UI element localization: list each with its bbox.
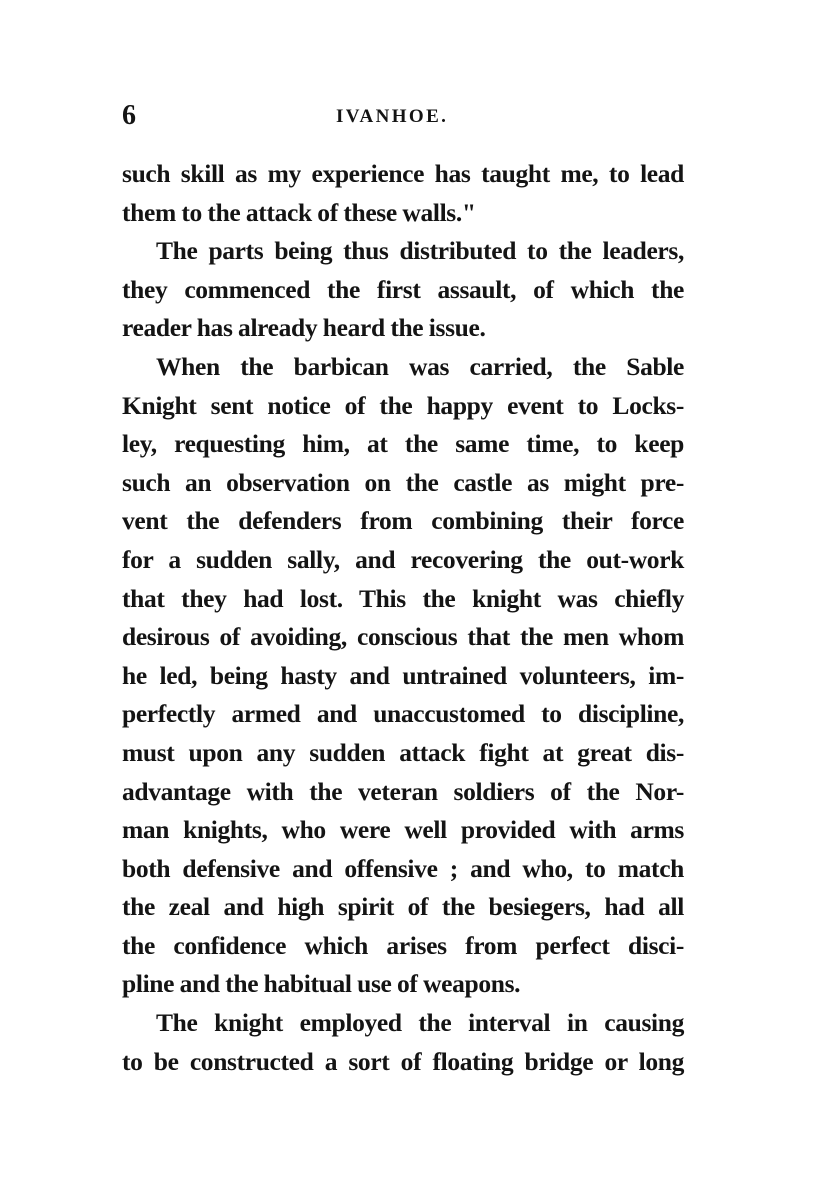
text-line: advantage with the veteran soldiers of the Nor- (122, 776, 684, 806)
text-line: both defensive and offensive ; and who, to match (122, 853, 684, 883)
text-line: ley, requesting him, at the same time, to keep (122, 429, 684, 459)
text-line: he led, being hasty and untrained volunteers, im- (122, 660, 684, 690)
page-number: 6 (122, 100, 136, 131)
text-line: Knight sent notice of the happy event to Locks- (122, 390, 684, 420)
text-line: for a sudden sally, and recovering the out-work (122, 544, 684, 574)
text-line: that they had lost. This the knight was chiefly (122, 583, 684, 613)
text-line: such an observation on the castle as might pre- (122, 467, 684, 497)
running-head (122, 99, 684, 133)
text-line: such skill as my experience has taught me, to lead (122, 159, 684, 188)
text-line: perfectly armed and unaccustomed to discipline, (122, 699, 684, 729)
text-line: they commenced the first assault, of which the (122, 274, 684, 304)
text-line: The knight employed the interval in causing (156, 1008, 684, 1038)
text-line: man knights, who were well provided with arms (122, 815, 684, 845)
text-line: the zeal and high spirit of the besiegers, had all (122, 892, 684, 922)
text-line: must upon any sudden attack fight at great dis- (122, 737, 684, 767)
text-line: reader has already heard the issue. (122, 313, 486, 343)
text-line: desirous of avoiding, conscious that the men whom (122, 622, 684, 652)
text-line: When the barbican was carried, the Sable (156, 351, 684, 381)
running-title: IVANHOE. (336, 106, 449, 127)
text-line: pline and the habitual use of weapons. (122, 969, 521, 999)
text-line: to be constructed a sort of floating bridge or long (122, 1046, 684, 1076)
text-line: them to the attack of these walls." (122, 197, 476, 227)
text-line: vent the defenders from combining their force (122, 506, 684, 536)
text-line: the confidence which arises from perfect disci- (122, 930, 684, 960)
body-text (122, 155, 684, 1081)
text-line: The parts being thus distributed to the leaders, (156, 236, 684, 266)
